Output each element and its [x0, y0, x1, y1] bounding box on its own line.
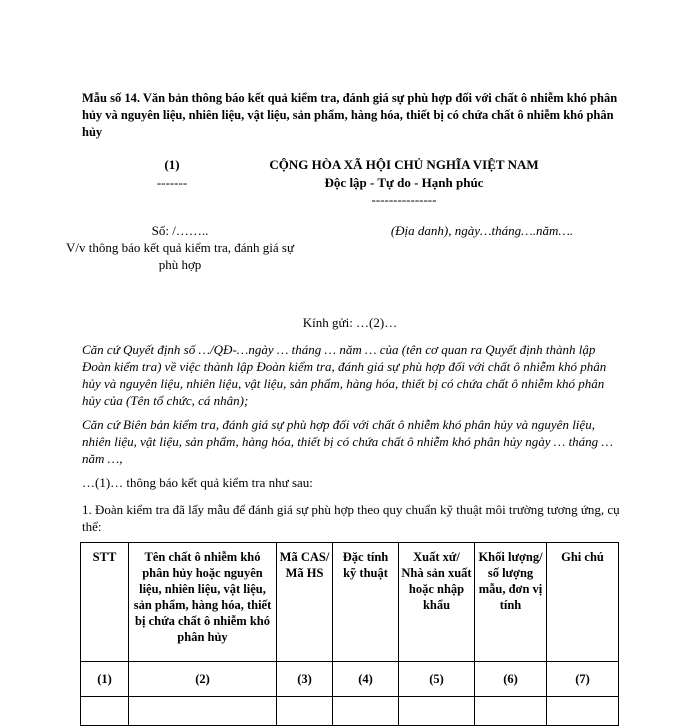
issuer-label: (1): [164, 157, 180, 172]
table-cell: (5): [399, 662, 475, 697]
table-cell: (3): [277, 662, 333, 697]
column-header: STT: [81, 543, 129, 662]
column-header: Khối lượng/ số lượng mẫu, đơn vị tính: [475, 543, 547, 662]
table-row: [81, 697, 619, 726]
table-cell: (1): [81, 662, 129, 697]
table-cell: (7): [547, 662, 619, 697]
column-header: Mã CAS/ Mã HS: [277, 543, 333, 662]
table-cell: [333, 697, 399, 726]
issuer-block: [122, 156, 222, 191]
table-cell: (6): [475, 662, 547, 697]
subject-line: V/v thông báo kết quả kiểm tra, đánh giá sự phù hợp: [66, 240, 294, 272]
table-cell: (4): [333, 662, 399, 697]
table-cell: [81, 697, 129, 726]
national-motto: Độc lập - Tự do - Hạnh phúc: [324, 175, 484, 190]
basis-paragraph-1: Căn cứ Quyết định số …/QĐ-…ngày … tháng … năm … của (tên cơ quan ra Quyết định thành lập Đoàn kiểm tra) về việc thành lập Đoàn kiểm tra, đánh giá sự phù hợp đối với chất ô nhiễm khó phân hủy và nguyên liệu, nhiên liệu, vật liệu, sản phẩm, hàng hóa, thiết bị có chứa chất ô nhiễm khó phân hủy của (Tên tổ chức, cá nhân);: [82, 342, 607, 408]
column-header: Tên chất ô nhiễm khó phân hủy hoặc nguyên liệu, nhiên liệu, vật liệu, sản phẩm, hàng hóa, thiết bị chứa chất ô nhiễm khó phân hủy: [129, 543, 277, 662]
reference-number: Số: /……..: [151, 223, 209, 238]
table-header-row: [81, 543, 619, 662]
motto-divider: ---------------: [371, 192, 437, 207]
item-1-paragraph: 1. Đoàn kiểm tra đã lấy mẫu để đánh giá sự phù hợp theo quy chuẩn kỹ thuật môi trường tương ứng, cụ thể:: [82, 502, 620, 534]
announcement-paragraph: …(1)… thông báo kết quả kiểm tra như sau:: [82, 475, 313, 490]
issuer-divider: -------: [156, 175, 188, 190]
place-date: (Địa danh), ngày…tháng….năm….: [390, 223, 574, 238]
table-cell: [475, 697, 547, 726]
table-cell: [399, 697, 475, 726]
column-header: Xuất xứ/ Nhà sản xuất hoặc nhập khẩu: [399, 543, 475, 662]
table-cell: (2): [129, 662, 277, 697]
table-cell: [547, 697, 619, 726]
column-header: Đặc tính kỹ thuật: [333, 543, 399, 662]
recipient-line: Kính gửi: …(2)…: [302, 315, 398, 330]
table-cell: [129, 697, 277, 726]
nation-name: CỘNG HÒA XÃ HỘI CHỦ NGHĨA VIỆT NAM: [269, 157, 539, 172]
form-title: Mẫu số 14. Văn bản thông báo kết quả kiểm tra, đánh giá sự phù hợp đối với chất ô nhiễm khó phân hủy và nguyên liệu, nhiên liệu, vật liệu, sản phẩm, hàng hóa, thiết bị có chứa chất ô nhiễm khó phân hủy: [82, 91, 618, 139]
table-index-row: [81, 662, 619, 697]
table-cell: [277, 697, 333, 726]
national-heading: [264, 156, 544, 208]
sample-table: [80, 542, 619, 726]
column-header: Ghi chú: [547, 543, 619, 662]
basis-paragraph-2: Căn cứ Biên bản kiểm tra, đánh giá sự phù hợp đối với chất ô nhiễm khó phân hủy và nguyên liệu, nhiên liệu, vật liệu, sản phẩm, hàng hóa, thiết bị có chứa chất ô nhiễm khó phân hủy ngày … tháng … năm …,: [82, 417, 613, 466]
